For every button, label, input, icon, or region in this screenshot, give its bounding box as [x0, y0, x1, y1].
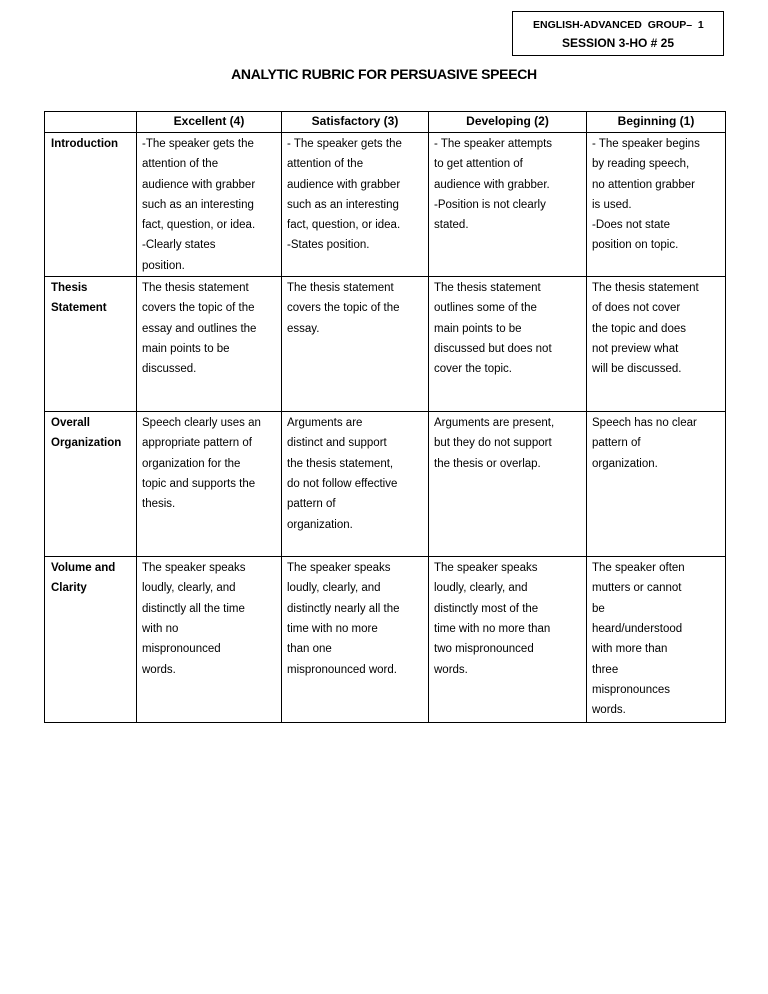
cell-text: - The speaker attempts	[434, 138, 553, 150]
cell-text: distinctly nearly all the	[287, 602, 400, 615]
cell-text: than one	[287, 643, 332, 656]
cell-text: cover the topic.	[434, 363, 512, 376]
cell-beginning	[587, 277, 726, 412]
cell-text: position.	[142, 259, 185, 272]
cell-text: words.	[142, 663, 176, 676]
cell-text: -Position is not clearly	[434, 198, 546, 211]
cell-text: do not follow effective	[287, 477, 398, 490]
cell-text: appropriate pattern of	[142, 437, 252, 450]
cell-text: loudly, clearly, and	[142, 582, 236, 595]
cell-text: covers the topic of the	[142, 302, 255, 315]
column-header-beginning: Beginning (1)	[587, 112, 726, 133]
cell-text: mispronounced	[142, 643, 221, 656]
column-header-satisfactory: Satisfactory (3)	[282, 112, 429, 133]
cell-text: The thesis statement	[592, 282, 699, 295]
cell-text: The speaker speaks	[287, 562, 391, 575]
cell-text: heard/understood	[592, 622, 683, 635]
cell-excellent	[137, 133, 282, 277]
cell-text: of does not cover	[592, 302, 681, 315]
cell-text: audience with grabber	[287, 178, 401, 191]
cell-text: thesis.	[142, 498, 176, 511]
cell-text: stated.	[434, 219, 469, 232]
cell-text: two mispronounced	[434, 643, 534, 656]
row-criterion	[45, 412, 137, 557]
cell-developing	[429, 277, 587, 412]
cell-text: Arguments are	[287, 417, 363, 430]
cell-text: time with no more	[287, 622, 378, 635]
cell-satisfactory	[282, 557, 429, 723]
cell-text: organization.	[592, 457, 658, 470]
cell-text: mispronounces	[592, 683, 670, 696]
cell-text: such as an interesting	[287, 198, 399, 211]
group-label: ENGLISH-ADVANCED GROUP– 1	[533, 19, 704, 31]
cell-text: fact, question, or idea.	[287, 219, 401, 232]
cell-text: The speaker speaks	[434, 562, 538, 575]
cell-beginning	[587, 133, 726, 277]
cell-text: mutters or cannot	[592, 582, 682, 595]
cell-beginning	[587, 557, 726, 723]
cell-text: audience with grabber.	[434, 178, 550, 191]
cell-developing	[429, 412, 587, 557]
cell-text: discussed but does not	[434, 342, 552, 355]
criterion-text: Clarity	[51, 582, 87, 595]
cell-text: the thesis or overlap.	[434, 457, 541, 470]
cell-text: discussed.	[142, 363, 197, 376]
cell-text: be	[592, 602, 605, 615]
cell-text: is used.	[592, 198, 632, 211]
cell-text: attention of the	[142, 158, 219, 171]
cell-excellent	[137, 277, 282, 412]
cell-text: distinctly all the time	[142, 602, 245, 615]
row-criterion	[45, 133, 137, 277]
cell-text: -Clearly states	[142, 239, 216, 252]
cell-text: fact, question, or idea.	[142, 219, 256, 232]
cell-text: distinct and support	[287, 437, 387, 450]
cell-text: pattern of	[287, 498, 336, 511]
cell-satisfactory	[282, 277, 429, 412]
criterion-text: Introduction	[51, 138, 119, 150]
cell-text: main points to be	[142, 342, 230, 355]
cell-text: such as an interesting	[142, 198, 254, 211]
table-row	[45, 277, 726, 412]
cell-text: but they do not support	[434, 437, 552, 450]
cell-text: The speaker speaks	[142, 562, 246, 575]
cell-excellent	[137, 557, 282, 723]
cell-text: covers the topic of the	[287, 302, 400, 315]
cell-text: The thesis statement	[287, 282, 394, 295]
cell-text: with no	[142, 622, 179, 635]
cell-text: outlines some of the	[434, 302, 537, 315]
cell-text: organization.	[287, 518, 353, 531]
cell-text: with more than	[592, 643, 668, 656]
cell-satisfactory	[282, 133, 429, 277]
cell-text: audience with grabber	[142, 178, 256, 191]
cell-text: topic and supports the	[142, 477, 256, 490]
cell-text: -The speaker gets the	[142, 138, 254, 150]
cell-text: mispronounced word.	[287, 663, 397, 676]
table-row	[45, 133, 726, 277]
cell-text: the topic and does	[592, 322, 686, 335]
column-header-excellent: Excellent (4)	[137, 112, 282, 133]
cell-text: attention of the	[287, 158, 364, 171]
cell-text: - The speaker gets the	[287, 138, 402, 150]
criterion-text: Volume and	[51, 562, 116, 575]
criterion-text: Overall	[51, 417, 90, 430]
cell-text: time with no more than	[434, 622, 551, 635]
column-header-criterion	[45, 112, 137, 133]
column-header-developing: Developing (2)	[429, 112, 587, 133]
cell-text: not preview what	[592, 342, 679, 355]
cell-text: loudly, clearly, and	[434, 582, 528, 595]
table-row	[45, 412, 726, 557]
cell-text: organization for the	[142, 457, 241, 470]
cell-text: The thesis statement	[434, 282, 541, 295]
cell-text: pattern of	[592, 437, 641, 450]
cell-text: The thesis statement	[142, 282, 249, 295]
criterion-text: Thesis	[51, 282, 88, 295]
cell-text: -States position.	[287, 239, 370, 252]
criterion-text: Statement	[51, 302, 107, 315]
cell-text: distinctly most of the	[434, 602, 539, 615]
row-criterion	[45, 277, 137, 412]
cell-developing	[429, 557, 587, 723]
cell-text: by reading speech,	[592, 158, 690, 171]
cell-text: Speech clearly uses an	[142, 417, 261, 430]
cell-developing	[429, 133, 587, 277]
criterion-text: Organization	[51, 437, 122, 450]
cell-satisfactory	[282, 412, 429, 557]
row-criterion	[45, 557, 137, 723]
cell-text: essay.	[287, 322, 320, 335]
cell-text: three	[592, 663, 619, 676]
rubric-table	[44, 111, 726, 723]
cell-text: The speaker often	[592, 562, 685, 575]
cell-text: - The speaker begins	[592, 138, 700, 150]
cell-beginning	[587, 412, 726, 557]
header-box	[512, 11, 724, 56]
cell-text: to get attention of	[434, 158, 523, 171]
document-title: ANALYTIC RUBRIC FOR PERSUASIVE SPEECH	[231, 66, 537, 82]
table-row	[45, 557, 726, 723]
cell-text: position on topic.	[592, 239, 679, 252]
cell-text: essay and outlines the	[142, 322, 257, 335]
cell-text: Speech has no clear	[592, 417, 697, 430]
cell-text: Arguments are present,	[434, 417, 555, 430]
cell-text: loudly, clearly, and	[287, 582, 381, 595]
cell-text: main points to be	[434, 322, 522, 335]
cell-text: -Does not state	[592, 219, 670, 232]
table-header-row	[45, 112, 726, 133]
cell-text: no attention grabber	[592, 178, 695, 191]
session-label: SESSION 3-HO # 25	[561, 36, 675, 50]
cell-text: the thesis statement,	[287, 457, 394, 470]
cell-text: words.	[592, 704, 626, 717]
cell-excellent	[137, 412, 282, 557]
cell-text: will be discussed.	[592, 363, 682, 376]
cell-text: words.	[434, 663, 468, 676]
